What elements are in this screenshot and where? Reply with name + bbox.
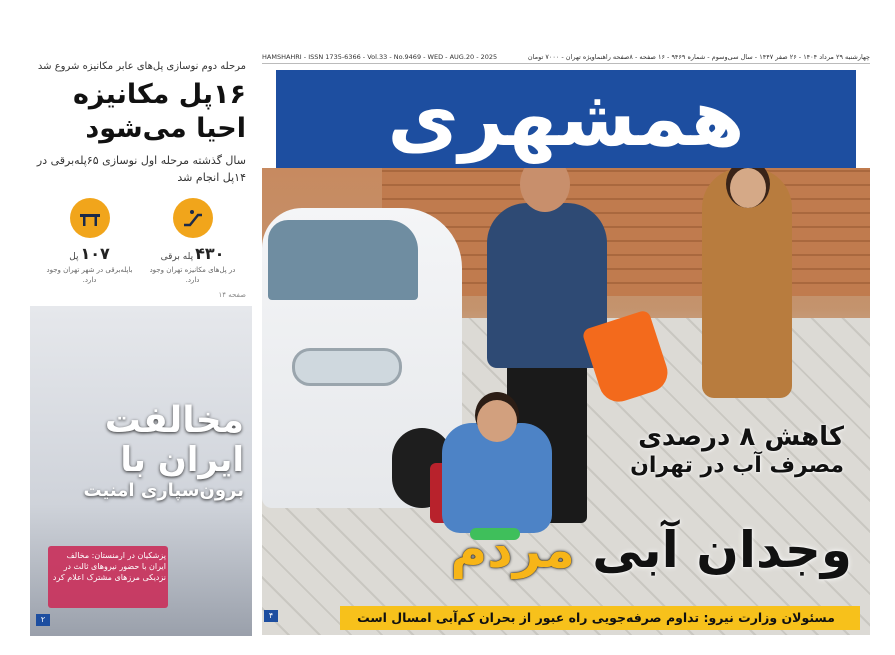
- stat-escalators: [145, 198, 240, 285]
- stat-escalators-unit: پله برقی: [160, 252, 194, 262]
- left-page-number: ۲: [36, 614, 50, 626]
- left-photo-title-line3: برون‌سپاری امنیت: [83, 480, 244, 501]
- woman-head: [730, 168, 766, 208]
- left-lead: سال گذشته مرحله اول نوسازی ۶۵پله‌برقی در ۱۴پل انجام شد: [36, 154, 246, 184]
- left-kicker: مرحله دوم نوسازی پل‌های عابر مکانیزه شروع شد: [37, 61, 246, 72]
- main-headline-part1: وجدان آبی: [574, 521, 852, 579]
- stat-bridges-value: ۱۰۷پل: [69, 244, 110, 263]
- main-headline-highlight: مردم: [450, 521, 575, 579]
- stat-bridges-unit: پل: [69, 252, 79, 262]
- stat-escalators-note: در پل‌های مکانیزه تهران وجود دارد.: [149, 266, 236, 284]
- car-window: [268, 220, 418, 300]
- info-strip: [262, 50, 870, 64]
- left-headline: [30, 78, 252, 146]
- left-column: [30, 56, 252, 636]
- right-page-number: ۴: [264, 610, 278, 622]
- main-subheadline: [630, 422, 844, 480]
- info-strip-persian: چهارشنبه ۲۹ مرداد ۱۴۰۴ - ۲۶ صفر ۱۴۴۷ - سال سی‌وسوم - شماره ۹۴۶۹ - ۱۶ صفحه - ۸صفحه راهنما‌ویژه تهران - ۷۰۰۰ تومان: [527, 52, 870, 61]
- left-card-text: پزشکیان در ارمنستان: مخالف ایران با حضور نیروهای ثالث در نزدیکی مرزهای مشترک اعلام کرد: [52, 551, 166, 582]
- info-strip-latin: HAMSHAHRI - ISSN 1735-6366 - Vol.33 - No.9469 - WED - AUG.20 - 2025: [262, 52, 498, 61]
- masthead: [276, 70, 856, 168]
- stat-bridges: [42, 198, 137, 285]
- escalator-icon: [173, 198, 213, 238]
- left-photo-title: [83, 401, 244, 503]
- left-headline-line2: احیا می‌شود: [85, 113, 246, 144]
- main-subheadline-line2: مصرف آب در تهران: [630, 453, 844, 478]
- main-subheadline-line1: کاهش ۸ درصدی: [638, 422, 844, 452]
- left-headline-line1: ۱۶پل مکانیزه: [72, 79, 246, 110]
- stat-bridges-note: باپله‌برقی در شهر تهران وجود دارد.: [46, 266, 133, 284]
- stat-escalators-value: ۴۳۰پله برقی: [160, 244, 225, 263]
- stats-row: [30, 198, 252, 285]
- left-page-ref: صفحه ۱۴: [218, 291, 246, 299]
- right-column: [262, 50, 870, 635]
- left-photo: [30, 306, 252, 636]
- main-headline: [451, 520, 853, 580]
- left-photo-title-line1: مخالفت: [104, 400, 244, 441]
- left-photo-title-line2: ایران با: [120, 440, 244, 480]
- child-head: [477, 400, 517, 442]
- bridge-icon: [70, 198, 110, 238]
- main-deck-bar: مسئولان وزارت نیرو: تداوم صرفه‌جویی راه عبور از بحران کم‌آبی امسال است: [340, 606, 860, 630]
- masthead-logo: همشهری: [387, 74, 745, 164]
- car-headlight: [292, 348, 402, 386]
